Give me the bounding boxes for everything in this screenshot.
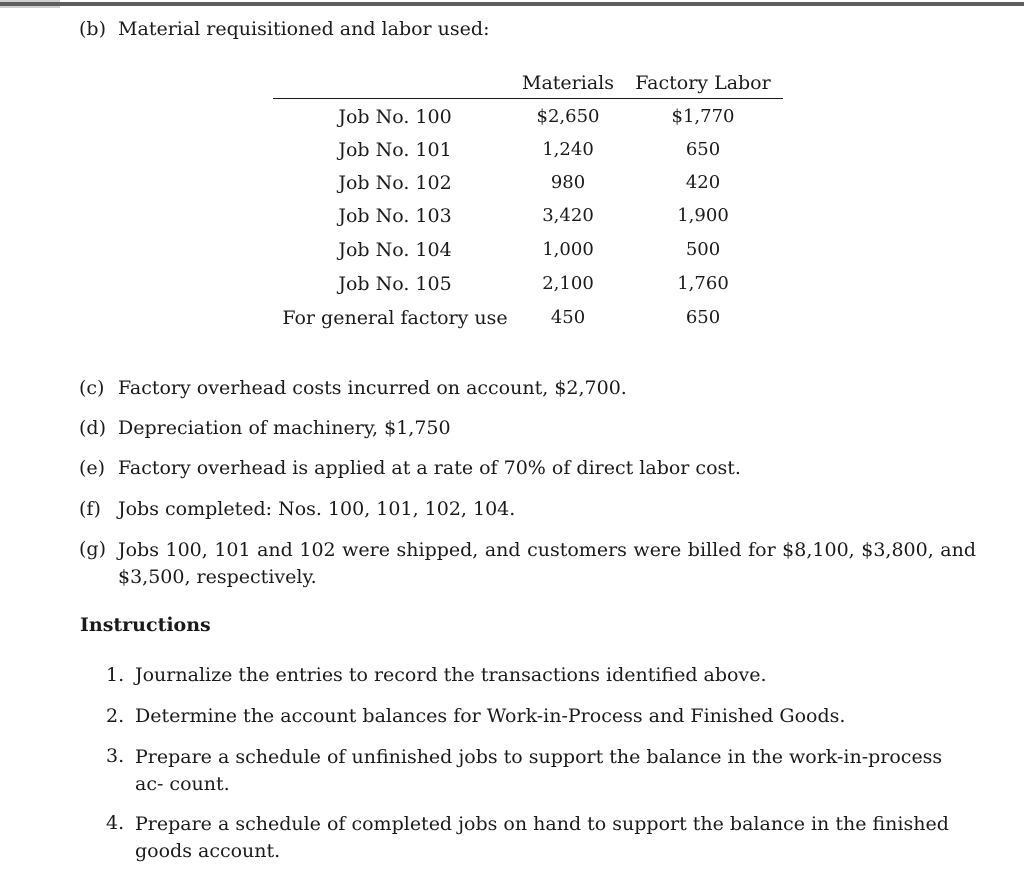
row-materials: 450 bbox=[550, 307, 586, 328]
item-text: Jobs 100, 101 and 102 were shipped, and customers were billed for $8,100, $3,800, and $3,500, respectively. bbox=[118, 539, 976, 588]
row-label: Job No. 103 bbox=[338, 205, 452, 227]
step-marker: 1. bbox=[106, 664, 125, 686]
row-labor: 650 bbox=[685, 139, 721, 160]
step-marker: 2. bbox=[106, 705, 125, 727]
item-text: Jobs completed: Nos. 100, 101, 102, 104. bbox=[118, 498, 516, 520]
step-text: Prepare a schedule of completed jobs on hand to support the balance in the finished goods account. bbox=[135, 813, 949, 862]
row-materials: 1,000 bbox=[542, 239, 594, 260]
item-marker: (c) bbox=[79, 377, 105, 399]
row-materials: 1,240 bbox=[542, 139, 594, 160]
row-materials: 980 bbox=[550, 172, 586, 193]
row-labor: 650 bbox=[685, 307, 721, 328]
item-marker: (d) bbox=[79, 417, 106, 439]
item-text: Depreciation of machinery, $1,750 bbox=[118, 417, 451, 439]
column-header-materials: Materials bbox=[522, 72, 614, 94]
section-b-marker: (b) bbox=[79, 18, 106, 40]
row-label: Job No. 104 bbox=[338, 239, 452, 261]
item-text: Factory overhead costs incurred on account, $2,700. bbox=[118, 377, 627, 399]
row-label: For general factory use bbox=[282, 307, 508, 329]
row-label: Job No. 101 bbox=[338, 139, 452, 161]
step-marker: 4. bbox=[106, 812, 125, 834]
item-marker: (e) bbox=[79, 457, 106, 479]
instructions-heading: Instructions bbox=[80, 614, 211, 636]
column-header-factory-labor: Factory Labor bbox=[635, 72, 771, 94]
row-labor: 1,760 bbox=[677, 273, 729, 294]
row-label: Job No. 102 bbox=[338, 172, 452, 194]
row-labor: $1,770 bbox=[671, 106, 735, 127]
row-label: Job No. 100 bbox=[338, 106, 452, 128]
table-header-rule bbox=[273, 98, 783, 99]
row-labor: 1,900 bbox=[677, 205, 729, 226]
item-marker: (f) bbox=[79, 498, 101, 520]
item-text: Factory overhead is applied at a rate of 70% of direct labor cost. bbox=[118, 457, 741, 479]
item-marker: (g) bbox=[79, 538, 106, 560]
step-text: Determine the account balances for Work-in-Process and Finished Goods. bbox=[135, 705, 846, 727]
section-b-title: Material requisitioned and labor used: bbox=[118, 18, 490, 40]
row-labor: 420 bbox=[685, 172, 721, 193]
row-labor: 500 bbox=[685, 239, 721, 260]
step-text: Prepare a schedule of unfinished jobs to support the balance in the work-in-process ac- count. bbox=[135, 746, 943, 795]
page-top-rule bbox=[0, 2, 1024, 6]
step-marker: 3. bbox=[106, 745, 125, 767]
step-text: Journalize the entries to record the transactions identified above. bbox=[135, 664, 767, 686]
row-label: Job No. 105 bbox=[338, 273, 452, 295]
row-materials: $2,650 bbox=[536, 106, 600, 127]
section-b-heading bbox=[79, 17, 489, 41]
row-materials: 2,100 bbox=[542, 273, 594, 294]
row-materials: 3,420 bbox=[542, 205, 594, 226]
